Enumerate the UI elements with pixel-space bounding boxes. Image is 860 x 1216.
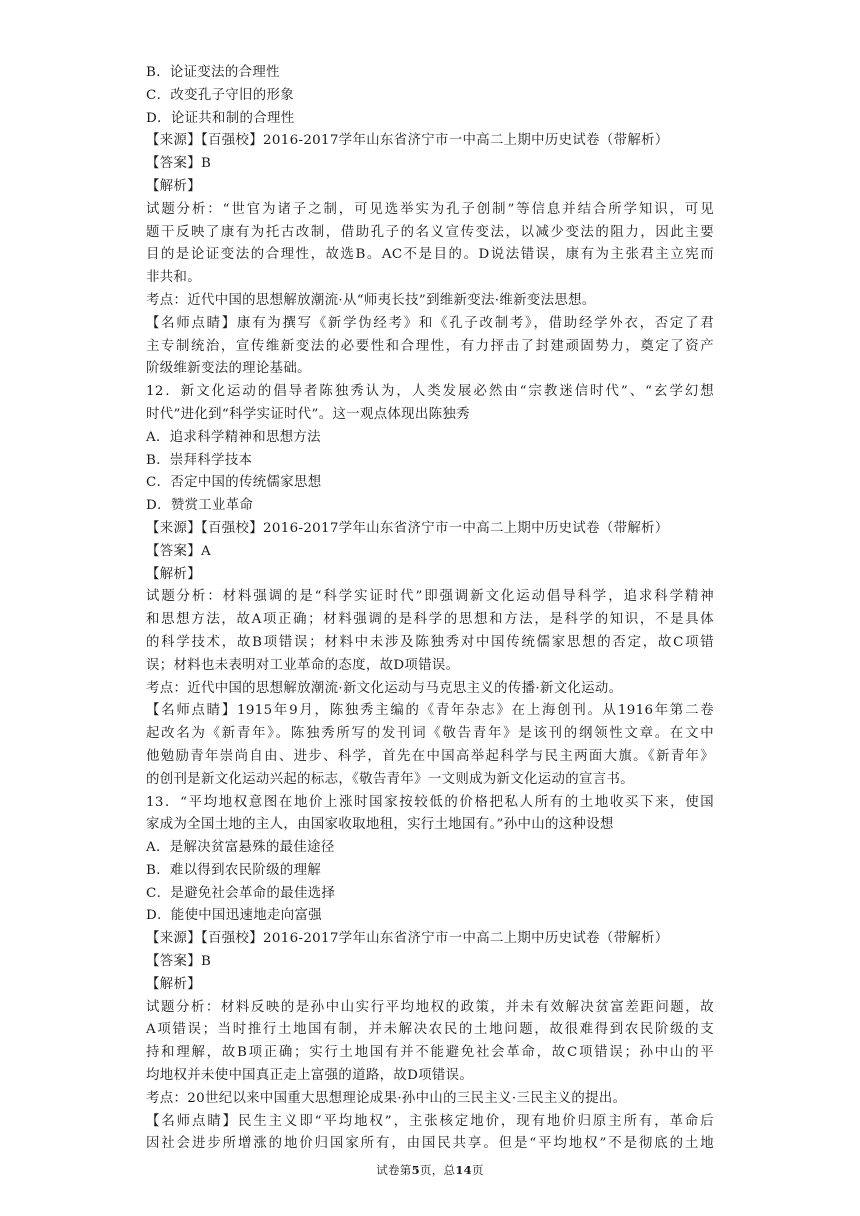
text-line: C．否定中国的传统儒家思想 — [146, 475, 322, 491]
text-line: 考点：近代中国的思想解放潮流·从“师夷长技”到维新变法·维新变法思想。 — [146, 292, 596, 308]
text-line: 考点：20世纪以来中国重大思想理论成果·孙中山的三民主义·三民主义的提出。 — [146, 1090, 627, 1106]
current-page-number: 5 — [411, 1163, 420, 1177]
text-line: 的科学技术，故B项错误；材料中未涉及陈独秀对中国传统儒家思想的否定，故C项错 — [146, 634, 714, 650]
text-line: 【答案】B — [146, 156, 212, 172]
text-line: A．追求科学精神和思想方法 — [146, 429, 321, 445]
text-line: 【名师点睛】康有为撰写《新学伪经考》和《孔子改制考》，借助经学外衣，否定了君 — [146, 315, 714, 331]
text-line: C．是避免社会革命的最佳选择 — [146, 885, 336, 901]
text-line: 【解析】 — [146, 566, 201, 582]
text-line: 【解析】 — [146, 976, 201, 992]
text-line: 试题分析：材料强调的是“科学实证时代”即强调新文化运动倡导科学，追求科学精神 — [146, 589, 714, 605]
page-footer — [0, 1162, 860, 1178]
text-line: 【来源】【百强校】2016-2017学年山东省济宁市一中高二上期中历史试卷（带解析） — [146, 931, 669, 947]
text-line: D．赞赏工业革命 — [146, 498, 254, 514]
text-line: 的创刊是新文化运动兴起的标志，《敬告青年》一文则成为新文化运动的宣言书。 — [146, 771, 634, 787]
text-line: 考点：近代中国的思想解放潮流·新文化运动与马克思主义的传播·新文化运动。 — [146, 680, 623, 696]
text-line: 阶级维新变法的理论基础。 — [146, 361, 311, 377]
text-line: 主专制统治，宣传维新变法的必要性和合理性，有力抨击了封建顽固势力，奠定了资产 — [146, 338, 714, 354]
text-line: 起改名为《新青年》。陈独秀所写的发刊词《敬告青年》是该刊的纲领性文章。在文中 — [146, 726, 714, 742]
text-line: 均地权并未使中国真正走上富强的道路，故D项错误。 — [146, 1068, 474, 1084]
text-line: 试题分析：材料反映的是孙中山实行平均地权的政策，并未有效解决贫富差距问题，故 — [146, 999, 714, 1015]
text-line: 【解析】 — [146, 178, 201, 194]
text-line: C．改变孔子守旧的形象 — [146, 87, 295, 103]
text-line: 非共和。 — [146, 270, 201, 286]
text-line: B．崇拜科学技本 — [146, 452, 253, 468]
text-line: D．能使中国迅速地走向富强 — [146, 908, 322, 924]
text-line: 时代”进化到“科学实证时代”。这一观点体现出陈独秀 — [146, 406, 470, 422]
text-line: 和思想方法，故A项正确；材料强调的是科学的思想和方法，是科学的知识，不是具体 — [146, 612, 714, 628]
footer-suffix: 页 — [471, 1163, 484, 1177]
text-line: 误；材料也未表明对工业革命的态度，故D项错误。 — [146, 657, 460, 673]
text-line: 【名师点睛】民生主义即“平均地权”，主张核定地价，现有地价归原主所有，革命后 — [146, 1113, 714, 1129]
text-line: 因社会进步所增涨的地价归国家所有，由国民共享。但是“平均地权”不是彻底的土地 — [146, 1136, 714, 1152]
text-line: 家成为全国土地的主人，由国家收取地租，实行土地国有。”孙中山的这种设想 — [146, 817, 614, 833]
text-line: 试题分析：“世官为诸子之制，可见选举实为孔子创制”等信息并结合所学知识，可见 — [146, 201, 714, 217]
total-page-count: 14 — [455, 1163, 472, 1177]
text-line: 他勉励青年崇尚自由、进步、科学，首先在中国高举起科学与民主两面大旗。《新青年》 — [146, 748, 714, 764]
text-line: 【来源】【百强校】2016-2017学年山东省济宁市一中高二上期中历史试卷（带解析） — [146, 520, 669, 536]
text-line: A项错误；当时推行土地国有制，并未解决农民的土地问题，故很难得到农民阶级的支 — [146, 1022, 714, 1038]
text-line: A．是解决贫富悬殊的最佳途径 — [146, 840, 335, 856]
text-line: B．难以得到农民阶级的理解 — [146, 862, 322, 878]
text-line: 题干反映了康有为托古改制，借助孔子的名义宣传变法，以减少变法的阻力，因此主要 — [146, 224, 714, 240]
text-line: 【答案】A — [146, 543, 211, 559]
document-body — [146, 62, 714, 1156]
text-line: 12．新文化运动的倡导者陈独秀认为，人类发展必然由“宗教迷信时代”、“玄学幻想 — [146, 384, 714, 400]
text-line: 目的是论证变法的合理性，故选B。AC不是目的。D说法错误，康有为主张君主立宪而 — [146, 247, 714, 263]
text-line: 13．“平均地权意图在地价上涨时国家按较低的价格把私人所有的土地收买下来，使国 — [146, 794, 714, 810]
footer-prefix: 试卷第 — [376, 1163, 412, 1177]
text-line: B．论证变法的合理性 — [146, 65, 280, 80]
text-line: D．论证共和制的合理性 — [146, 110, 295, 126]
footer-middle: 页，总 — [419, 1163, 456, 1177]
text-line: 【答案】B — [146, 954, 212, 970]
text-line: 【名师点睛】1915年9月，陈独秀主编的《青年杂志》在上海创刊。从1916年第二卷 — [146, 703, 714, 719]
text-line: 持和理解，故B项正确；实行土地国有并不能避免社会革命，故C项错误；孙中山的平 — [146, 1045, 714, 1061]
text-line: 【来源】【百强校】2016-2017学年山东省济宁市一中高二上期中历史试卷（带解析） — [146, 133, 669, 149]
